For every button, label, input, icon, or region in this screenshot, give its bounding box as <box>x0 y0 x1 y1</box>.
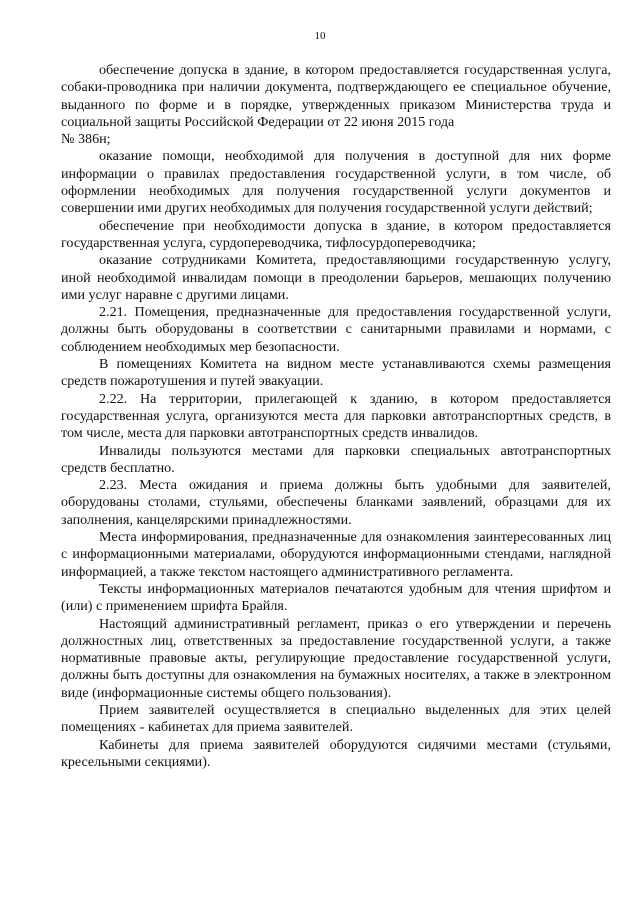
paragraph: Тексты информационных материалов печатаются удобным для чтения шрифтом и (или) с применением шрифта Брайля. <box>61 580 611 615</box>
page-number: 10 <box>314 30 326 42</box>
paragraph: 2.21. Помещения, предназначенные для предоставления государственной услуги, должны быть оборудованы в соответствии с санитарными правилами и нормами, с соблюдением необходимых мер безопасности. <box>61 304 611 355</box>
paragraph: обеспечение допуска в здание, в котором предоставляется государственная услуга, собаки-проводника при наличии документа, подтверждающего ее специальное обучение, выданного по форме и в порядке, утвержденных приказом Министерства труда и социальной защиты Российской Федерации от 22 июня 2015 года <box>61 62 611 130</box>
paragraph: обеспечение при необходимости допуска в здание, в котором предоставляется государственная услуга, сурдопереводчика, тифлосурдопереводчика; <box>61 217 611 251</box>
paragraph: Настоящий административный регламент, приказ о его утверждении и перечень должностных лиц, ответственных за предоставление государственной услуги, а также нормативные правовые акты, регулирующие предоставление государственной услуги, должны быть доступны для ознакомления на бумажных носителях, а также в электронном виде (информационные системы общего пользования). <box>61 615 611 701</box>
paragraph: Прием заявителей осуществляется в специально выделенных для этих целей помещениях - кабинетах для приема заявителей. <box>61 701 611 736</box>
paragraph: № 386н; <box>61 131 111 148</box>
paragraph: Инвалиды пользуются местами для парковки специальных автотранспортных средств бесплатно. <box>61 442 611 476</box>
paragraph: 2.22. На территории, прилегающей к зданию, в котором предоставляется государственная услуга, организуются места для парковки автотранспортных средств, в том числе, места для парковки автотранспортных средств инвалидов. <box>61 390 611 442</box>
document-body <box>61 62 611 771</box>
paragraph: Кабинеты для приема заявителей оборудуются сидячими местами (стульями, кресельными секциями). <box>61 736 611 770</box>
paragraph: оказание сотрудниками Комитета, предоставляющими государственную услугу, иной необходимой инвалидам помощи в преодолении барьеров, мешающих получению ими услуг наравне с другими лицами. <box>61 252 611 303</box>
paragraph: Места информирования, предназначенные для ознакомления заинтересованных лиц с информационными материалами, оборудуются информационными стендами, наглядной информацией, а также текстом настоящего административного регламента. <box>61 529 611 580</box>
paragraph: оказание помощи, необходимой для получения в доступной для них форме информации о правилах предоставления государственной услуги, в том числе, об оформлении необходимых для получения государственной услуги документов и совершении ими других необходимых для получения государственной услуги действий; <box>61 148 611 217</box>
paragraph: В помещениях Комитета на видном месте устанавливаются схемы размещения средств пожаротушения и путей эвакуации. <box>61 356 611 390</box>
paragraph: 2.23. Места ожидания и приема должны быть удобными для заявителей, оборудованы столами, стульями, обеспечены бланками заявлений, образцами для их заполнения, канцелярскими принадлежностями. <box>61 477 611 528</box>
